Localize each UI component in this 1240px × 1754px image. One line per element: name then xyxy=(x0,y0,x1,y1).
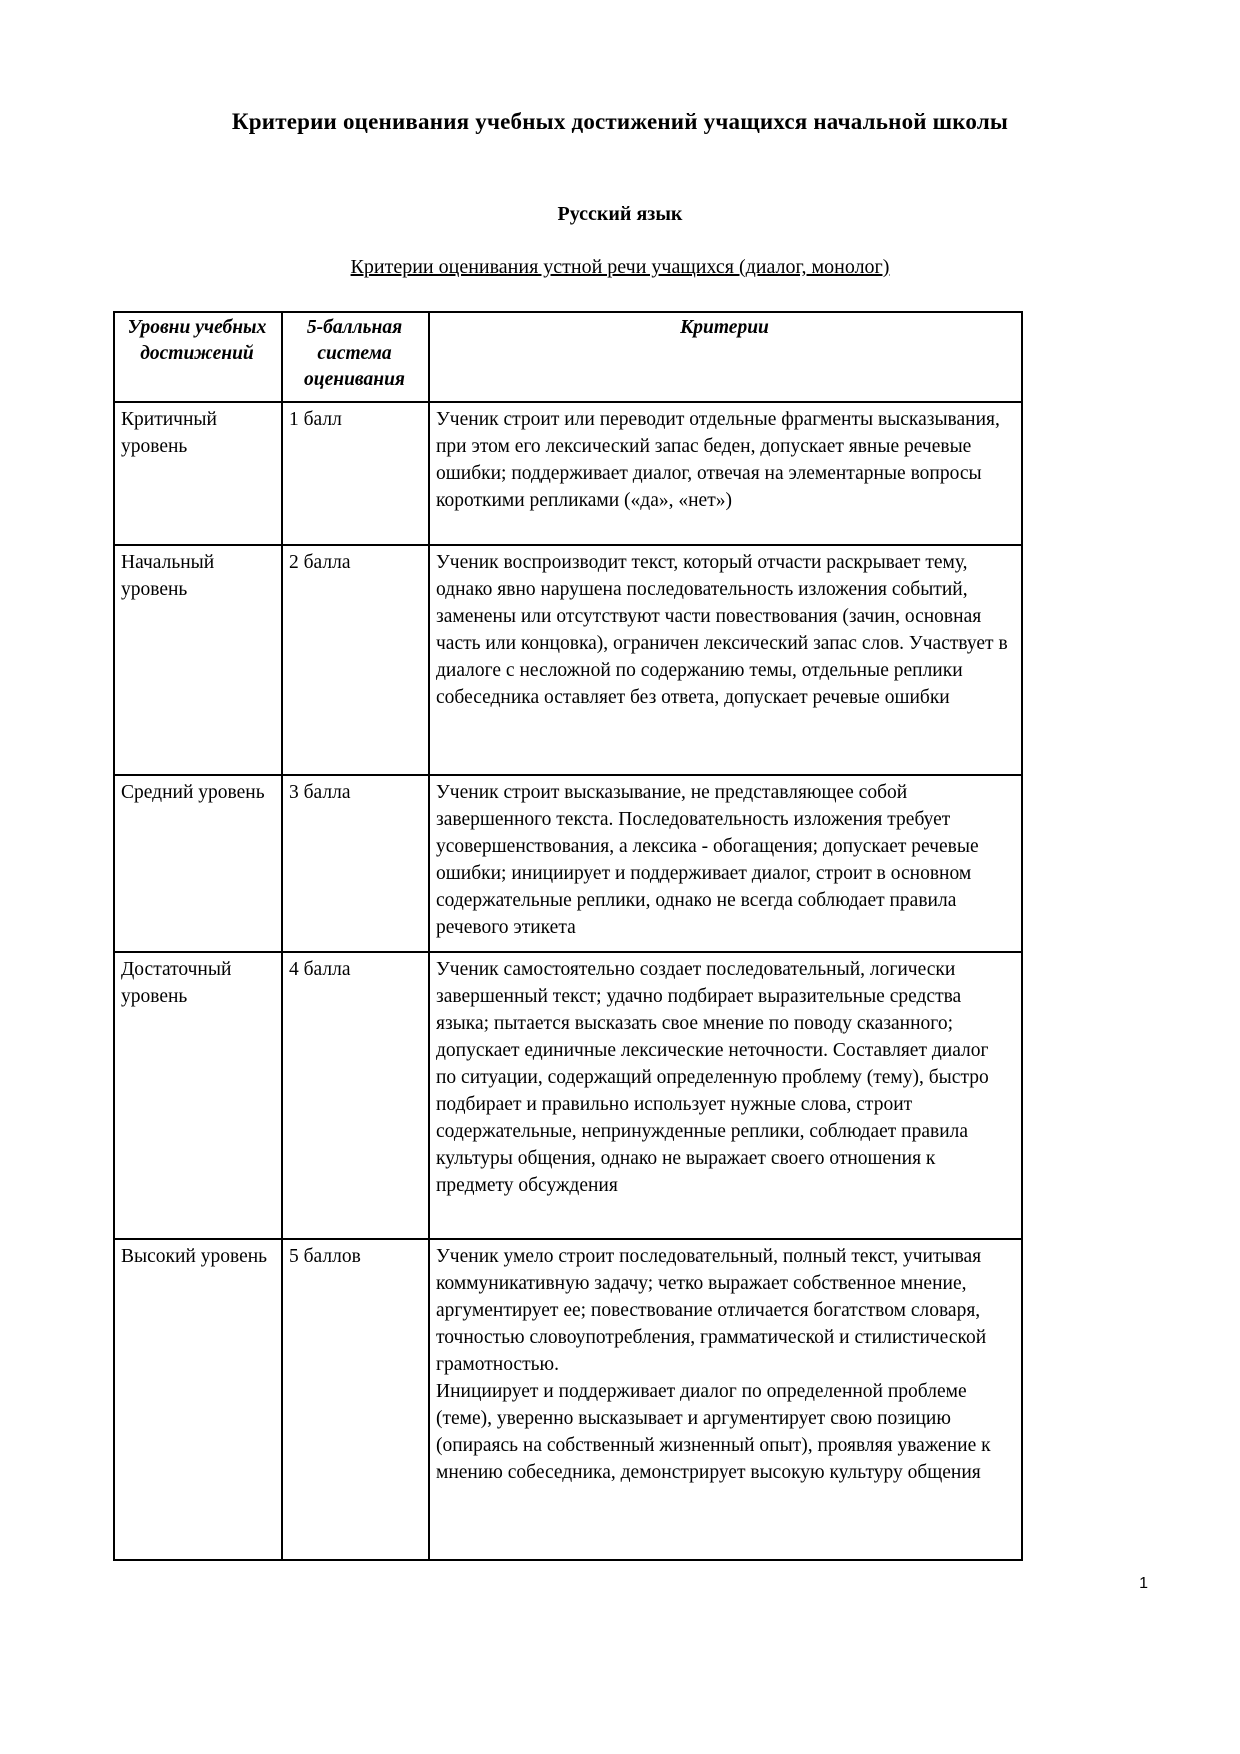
score-cell: 4 балла xyxy=(282,952,429,1239)
page-number: 1 xyxy=(1139,1575,1148,1592)
table-row-initial-level xyxy=(114,545,1022,775)
score-cell: 5 баллов xyxy=(282,1239,429,1560)
level-cell: Критичный уровень xyxy=(114,402,282,545)
level-cell: Высокий уровень xyxy=(114,1239,282,1560)
criteria-table xyxy=(113,311,1023,1561)
criteria-cell: Ученик строит высказывание, не представляющее собой завершенного текста. Последовательность изложения требует усовершенствования, а лексика - обогащения; допускает речевые ошибки; инициирует и поддерживает диалог, строит в основном содержательные реплики, однако не всегда соблюдает правила речевого этикета xyxy=(429,775,1022,952)
criteria-paragraph-1: Ученик умело строит последовательный, полный текст, учитывая коммуникативную задачу; четко выражает собственное мнение, аргументирует ее; повествование отличается богатством словаря, точностью словоупотребления, грамматической и стилистической грамотностью. xyxy=(436,1246,987,1375)
criteria-cell: Ученик строит или переводит отдельные фрагменты высказывания, при этом его лексический запас беден, допускает явные речевые ошибки; поддерживает диалог, отвечая на элементарные вопросы короткими репликами («да», «нет») xyxy=(429,402,1022,545)
table-header-row xyxy=(114,312,1022,402)
section-heading: Критерии оценивания устной речи учащихся (диалог, монолог) xyxy=(350,256,890,278)
criteria-paragraph-2: Инициирует и поддерживает диалог по определенной проблеме (теме), уверенно высказывает и аргументирует свою позицию (опираясь на собственный жизненный опыт), проявляя уважение к мнению собеседника, демонстрирует высокую культуру общения xyxy=(436,1381,991,1483)
level-cell: Начальный уровень xyxy=(114,545,282,775)
level-cell: Достаточный уровень xyxy=(114,952,282,1239)
score-cell: 2 балла xyxy=(282,545,429,775)
header-criteria: Критерии xyxy=(429,312,1022,402)
criteria-cell xyxy=(429,1239,1022,1560)
level-cell: Средний уровень xyxy=(114,775,282,952)
score-cell: 1 балл xyxy=(282,402,429,545)
subject-heading: Русский язык xyxy=(557,203,683,225)
header-levels: Уровни учебных достижений xyxy=(114,312,282,402)
criteria-cell: Ученик воспроизводит текст, который отчасти раскрывает тему, однако явно нарушена последовательность изложения событий, заменены или отсутствуют части повествования (зачин, основная часть или концовка), ограничен лексический запас слов. Участвует в диалоге с несложной по содержанию темы, отдельные реплики собеседника оставляет без ответа, допускает речевые ошибки xyxy=(429,545,1022,775)
criteria-cell: Ученик самостоятельно создает последовательный, логически завершенный текст; удачно подбирает выразительные средства языка; пытается высказать свое мнение по поводу сказанного; допускает единичные лексические неточности. Составляет диалог по ситуации, содержащий определенную проблему (тему), быстро подбирает и правильно использует нужные слова, строит содержательные, непринужденные реплики, соблюдает правила культуры общения, однако не выражает своего отношения к предмету обсуждения xyxy=(429,952,1022,1239)
table-row-sufficient-level xyxy=(114,952,1022,1239)
table-row-high-level xyxy=(114,1239,1022,1560)
document-title: Критерии оценивания учебных достижений учащихся начальной школы xyxy=(231,109,1009,134)
score-cell: 3 балла xyxy=(282,775,429,952)
table-row-middle-level xyxy=(114,775,1022,952)
table-row-critical-level xyxy=(114,402,1022,545)
header-grading-system: 5-балльная система оценивания xyxy=(282,312,429,402)
